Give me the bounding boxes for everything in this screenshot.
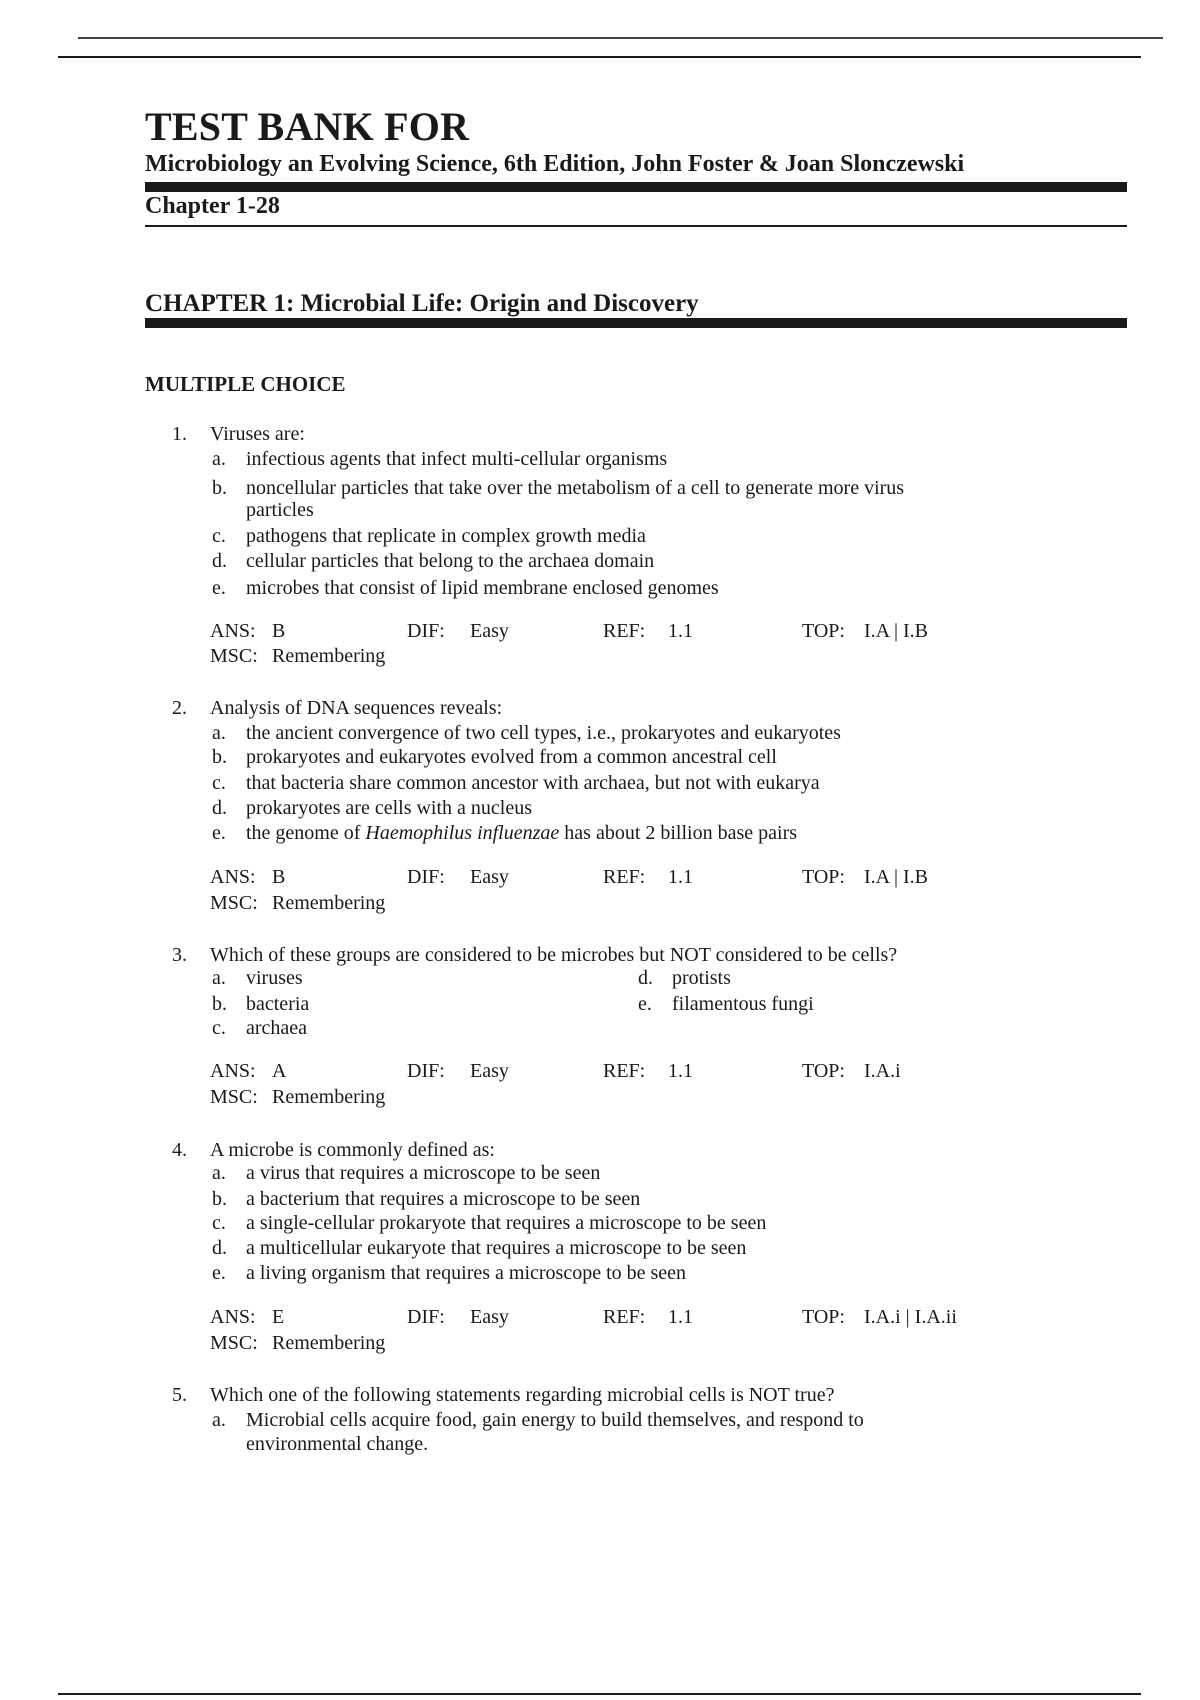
doc-subtitle: Microbiology an Evolving Science, 6th Edition, John Foster & Joan Slonczewski: [145, 151, 965, 177]
dif-value: Easy: [470, 1306, 509, 1328]
question-number: 4.: [172, 1139, 187, 1161]
option-text: archaea: [246, 1017, 308, 1039]
option-text-part: the genome of: [246, 822, 366, 844]
top-value: I.A.i | I.A.ii: [864, 1306, 957, 1328]
top-value: I.A.i: [864, 1060, 901, 1082]
top-value: I.A | I.B: [864, 620, 929, 642]
msc-label: MSC:: [210, 1086, 258, 1108]
bottom-rule: [58, 1693, 1141, 1695]
option-letter: c.: [212, 1017, 226, 1039]
option-text-part: has about 2 billion base pairs: [559, 822, 798, 844]
dif-label: DIF:: [407, 620, 445, 642]
ref-label: REF:: [603, 1060, 646, 1082]
option-letter: e.: [212, 822, 226, 844]
dif-value: Easy: [470, 620, 509, 642]
msc-value: Remembering: [272, 1086, 386, 1108]
question-stem: Which one of the following statements regarding microbial cells is NOT true?: [210, 1384, 835, 1406]
option-text: protists: [672, 967, 731, 989]
option-letter: e.: [638, 993, 652, 1015]
option-text: pathogens that replicate in complex growth media: [246, 525, 646, 547]
option-text: filamentous fungi: [672, 993, 814, 1015]
option-letter: c.: [212, 772, 226, 794]
option-letter: b.: [212, 746, 227, 768]
option-text: cellular particles that belong to the archaea domain: [246, 550, 655, 572]
option-letter: b.: [212, 1188, 227, 1210]
msc-label: MSC:: [210, 892, 258, 914]
ans-value: A: [272, 1060, 287, 1082]
option-letter: b.: [212, 993, 227, 1015]
msc-label: MSC:: [210, 1332, 258, 1354]
option-text-continued: particles: [246, 499, 314, 521]
dif-value: Easy: [470, 1060, 509, 1082]
question-stem: Viruses are:: [210, 423, 305, 445]
question-number: 1.: [172, 423, 187, 445]
ans-value: B: [272, 866, 286, 888]
top-rule-thin: [78, 37, 1163, 39]
top-label: TOP:: [802, 1306, 845, 1328]
organism-name-italic: Haemophilus influenzae: [365, 822, 560, 844]
ans-value: E: [272, 1306, 285, 1328]
option-letter: e.: [212, 577, 226, 599]
ans-value: B: [272, 620, 286, 642]
header-thick-rule: [145, 182, 1127, 192]
option-text: bacteria: [246, 993, 310, 1015]
option-letter: b.: [212, 477, 227, 499]
msc-value: Remembering: [272, 892, 386, 914]
option-text: a virus that requires a microscope to be seen: [246, 1162, 601, 1184]
option-letter: d.: [212, 550, 227, 572]
option-letter: e.: [212, 1262, 226, 1284]
option-letter: a.: [212, 448, 226, 470]
ref-value: 1.1: [668, 1060, 693, 1082]
option-text: a single-cellular prokaryote that requires a microscope to be seen: [246, 1212, 767, 1234]
question-number: 2.: [172, 697, 187, 719]
dif-label: DIF:: [407, 866, 445, 888]
option-letter: a.: [212, 722, 226, 744]
question-stem: Analysis of DNA sequences reveals:: [210, 697, 503, 719]
option-text: prokaryotes and eukaryotes evolved from a common ancestral cell: [246, 746, 777, 768]
ref-value: 1.1: [668, 866, 693, 888]
question-number: 3.: [172, 944, 187, 966]
option-text: a living organism that requires a microscope to be seen: [246, 1262, 687, 1284]
option-text: noncellular particles that take over the metabolism of a cell to generate more virus: [246, 477, 905, 499]
option-text-continued: environmental change.: [246, 1433, 429, 1455]
option-text: microbes that consist of lipid membrane enclosed genomes: [246, 577, 719, 599]
chapter-range: Chapter 1-28: [145, 193, 280, 219]
ans-label: ANS:: [210, 866, 256, 888]
dif-value: Easy: [470, 866, 509, 888]
question-number: 5.: [172, 1384, 187, 1406]
question-stem: A microbe is commonly defined as:: [210, 1139, 495, 1161]
option-text: that bacteria share common ancestor with archaea, but not with eukarya: [246, 772, 820, 794]
doc-title: TEST BANK FOR: [145, 104, 470, 149]
option-letter: a.: [212, 1162, 226, 1184]
header-thin-rule: [145, 225, 1127, 227]
ref-label: REF:: [603, 866, 646, 888]
option-text: a bacterium that requires a microscope to be seen: [246, 1188, 641, 1210]
top-rule: [58, 56, 1141, 58]
option-letter: c.: [212, 1212, 226, 1234]
msc-value: Remembering: [272, 645, 386, 667]
option-letter: d.: [638, 967, 653, 989]
option-letter: a.: [212, 967, 226, 989]
dif-label: DIF:: [407, 1060, 445, 1082]
ref-value: 1.1: [668, 620, 693, 642]
option-text: viruses: [246, 967, 303, 989]
msc-label: MSC:: [210, 645, 258, 667]
ref-value: 1.1: [668, 1306, 693, 1328]
top-label: TOP:: [802, 620, 845, 642]
top-label: TOP:: [802, 1060, 845, 1082]
option-text: the ancient convergence of two cell types, i.e., prokaryotes and eukaryotes: [246, 722, 841, 744]
ref-label: REF:: [603, 620, 646, 642]
top-label: TOP:: [802, 866, 845, 888]
section-heading: MULTIPLE CHOICE: [145, 372, 346, 396]
option-letter: d.: [212, 1237, 227, 1259]
option-text: infectious agents that infect multi-cellular organisms: [246, 448, 668, 470]
ans-label: ANS:: [210, 1306, 256, 1328]
ans-label: ANS:: [210, 620, 256, 642]
ans-label: ANS:: [210, 1060, 256, 1082]
option-letter: d.: [212, 797, 227, 819]
option-text: prokaryotes are cells with a nucleus: [246, 797, 533, 819]
chapter-heading: CHAPTER 1: Microbial Life: Origin and Discovery: [145, 290, 699, 317]
ref-label: REF:: [603, 1306, 646, 1328]
top-value: I.A | I.B: [864, 866, 929, 888]
question-stem: Which of these groups are considered to be microbes but NOT considered to be cells?: [210, 944, 898, 966]
msc-value: Remembering: [272, 1332, 386, 1354]
dif-label: DIF:: [407, 1306, 445, 1328]
option-text: a multicellular eukaryote that requires a microscope to be seen: [246, 1237, 747, 1259]
option-text: [246, 822, 797, 845]
option-letter: a.: [212, 1409, 226, 1431]
option-text: Microbial cells acquire food, gain energy to build themselves, and respond to: [246, 1409, 864, 1431]
chapter-thick-rule: [145, 318, 1127, 328]
option-letter: c.: [212, 525, 226, 547]
